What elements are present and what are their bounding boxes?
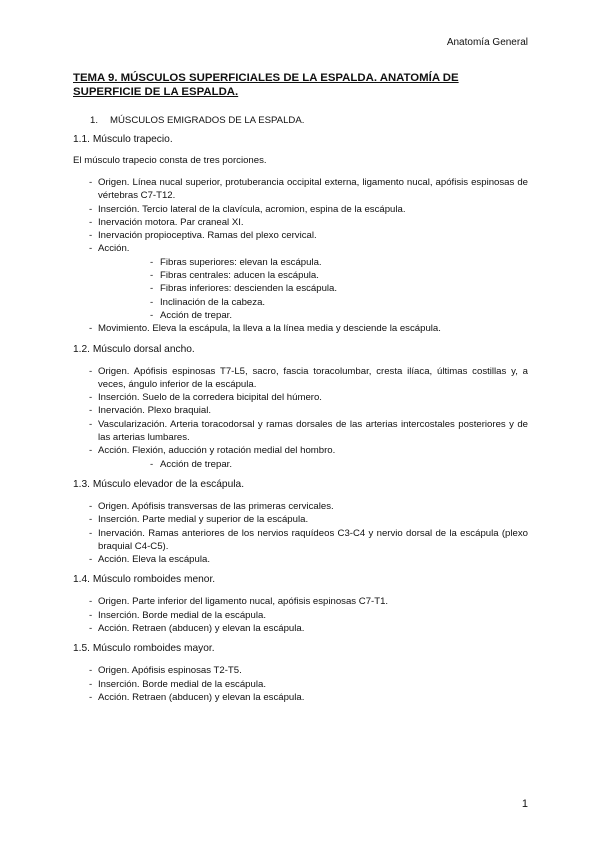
list-item-text: Origen. Apófisis espinosas T2-T5. (98, 665, 242, 677)
bullet-list (73, 500, 528, 566)
bullet-dash: - (89, 665, 93, 677)
sub-list-item-text: Fibras inferiores: descienden la escápula. (160, 283, 338, 295)
bullet-dash: - (89, 500, 93, 512)
bullet-dash: - (89, 418, 93, 430)
list-item-text: Inervación motora. Par craneal XI. (98, 216, 244, 228)
bullet-dash: - (89, 678, 93, 690)
subsection-heading: 1.2. Músculo dorsal ancho. (73, 343, 195, 355)
list-item-text: Acción. Retraen (abducen) y elevan la escápula. (98, 691, 305, 703)
bullet-dash: - (89, 392, 93, 404)
bullet-dash: - (89, 514, 93, 526)
list-item (73, 527, 528, 554)
list-item (73, 391, 528, 404)
list-item (73, 176, 528, 203)
subsection-heading: 1.4. Músculo romboides menor. (73, 574, 216, 586)
section-number: 1. (90, 115, 99, 126)
bullet-dash: - (89, 216, 93, 228)
bullet-dash: - (89, 445, 93, 457)
list-item-text: Inervación. Ramas anteriores de los nervios raquídeos C3-C4 y nervio dorsal de la escápula (plexo braquial C4-C5). (98, 527, 528, 552)
subsection-intro: El músculo trapecio consta de tres porciones. (73, 155, 267, 166)
list-item (73, 609, 528, 622)
sub-list-item-text: Inclinación de la cabeza. (160, 296, 266, 308)
list-item (73, 664, 528, 677)
list-item (73, 553, 528, 566)
list-item-text: Acción. Flexión, aducción y rotación medial del hombro. (98, 445, 336, 457)
list-item-text: Inserción. Parte medial y superior de la escápula. (98, 514, 309, 526)
list-item (73, 203, 528, 216)
bullet-dash: - (89, 554, 93, 566)
list-item (73, 444, 528, 471)
subsection-heading: 1.3. Músculo elevador de la escápula. (73, 478, 245, 490)
list-item-text: Movimiento. Eleva la escápula, la lleva a la línea media y desciende la escápula. (98, 323, 441, 335)
sub-list-item (98, 282, 528, 295)
bullet-dash: - (150, 270, 154, 282)
list-item-text: Origen. Apófisis espinosas T7-L5, sacro, fascia toracolumbar, cresta ilíaca, últimas costillas y, a veces, ángulo inferior de la escápula. (98, 365, 528, 390)
running-header: Anatomía General (446, 37, 528, 48)
bullet-dash: - (89, 405, 93, 417)
list-item-text: Inserción. Borde medial de la escápula. (98, 609, 266, 621)
sub-list-item (98, 296, 528, 309)
bullet-dash: - (89, 691, 93, 703)
list-item (73, 418, 528, 445)
list-item-text: Acción. Retraen (abducen) y elevan la escápula. (98, 623, 305, 635)
list-item-text: Inserción. Borde medial de la escápula. (98, 678, 266, 690)
bullet-dash: - (89, 596, 93, 608)
subsection-heading: 1.5. Músculo romboides mayor. (73, 643, 215, 655)
sub-list-item-text: Acción de trepar. (160, 458, 232, 470)
document-title: TEMA 9. MÚSCULOS SUPERFICIALES DE LA ESPALDA. ANATOMÍA DE SUPERFICIE DE LA ESPALDA. (73, 72, 459, 98)
list-item (73, 216, 528, 229)
bullet-dash: - (89, 243, 93, 255)
sub-bullet-list (98, 256, 528, 322)
bullet-dash: - (89, 365, 93, 377)
list-item-text: Origen. Apófisis transversas de las primeras cervicales. (98, 500, 334, 512)
list-item (73, 404, 528, 417)
page-number: 1 (521, 798, 528, 810)
list-item-text: Inserción. Tercio lateral de la clavícula, acromion, espina de la escápula. (98, 203, 406, 215)
sub-list-item-text: Fibras centrales: aducen la escápula. (160, 270, 319, 282)
document-body (73, 71, 528, 712)
list-item-text: Inervación. Plexo braquial. (98, 405, 212, 417)
bullet-list (73, 664, 528, 704)
bullet-dash: - (89, 203, 93, 215)
section-title: MÚSCULOS EMIGRADOS DE LA ESPALDA. (110, 115, 305, 126)
section-heading (90, 115, 528, 126)
list-item (73, 322, 528, 335)
bullet-dash: - (150, 309, 154, 321)
bullet-list (73, 176, 528, 336)
list-item (73, 242, 528, 322)
list-item-text: Vascularización. Arteria toracodorsal y ramas dorsales de las arterias intercostales posteriores y de las arterias lumbares. (98, 418, 528, 444)
list-item (73, 229, 528, 242)
list-item-text: Inervación propioceptiva. Ramas del plexo cervical. (98, 230, 317, 242)
sub-list-item (98, 256, 528, 269)
bullet-dash: - (150, 283, 154, 295)
subsection-heading: 1.1. Músculo trapecio. (73, 134, 173, 145)
list-item-text: Inserción. Suelo de la corredera bicipital del húmero. (98, 392, 322, 404)
sub-list-item (98, 458, 528, 471)
list-item (73, 691, 528, 704)
list-item-text: Origen. Parte inferior del ligamento nucal, apófisis espinosas C7-T1. (98, 596, 389, 608)
bullet-dash: - (89, 527, 93, 539)
bullet-list (73, 365, 528, 471)
bullet-dash: - (89, 177, 93, 188)
list-item-text: Acción. (98, 243, 130, 255)
list-item-text: Origen. Línea nucal superior, protuberancia occipital externa, ligamento nucal, apófisis espinosas de vértebras C7-T12. (98, 177, 528, 202)
list-item (73, 513, 528, 526)
list-item (73, 678, 528, 691)
sub-list-item-text: Fibras superiores: elevan la escápula. (160, 256, 322, 268)
bullet-dash: - (150, 296, 154, 308)
sub-list-item (98, 309, 528, 322)
bullet-dash: - (89, 323, 93, 335)
list-item-text: Acción. Eleva la escápula. (98, 554, 210, 566)
bullet-dash: - (89, 230, 93, 242)
bullet-dash: - (89, 623, 93, 635)
bullet-dash: - (150, 256, 154, 268)
subsections-container (73, 134, 528, 704)
list-item (73, 500, 528, 513)
list-item (73, 365, 528, 392)
bullet-dash: - (150, 458, 154, 470)
sub-bullet-list (98, 458, 528, 471)
sub-list-item-text: Acción de trepar. (160, 309, 232, 321)
list-item (73, 595, 528, 608)
bullet-dash: - (89, 609, 93, 621)
bullet-list (73, 595, 528, 635)
sub-list-item (98, 269, 528, 282)
list-item (73, 622, 528, 635)
